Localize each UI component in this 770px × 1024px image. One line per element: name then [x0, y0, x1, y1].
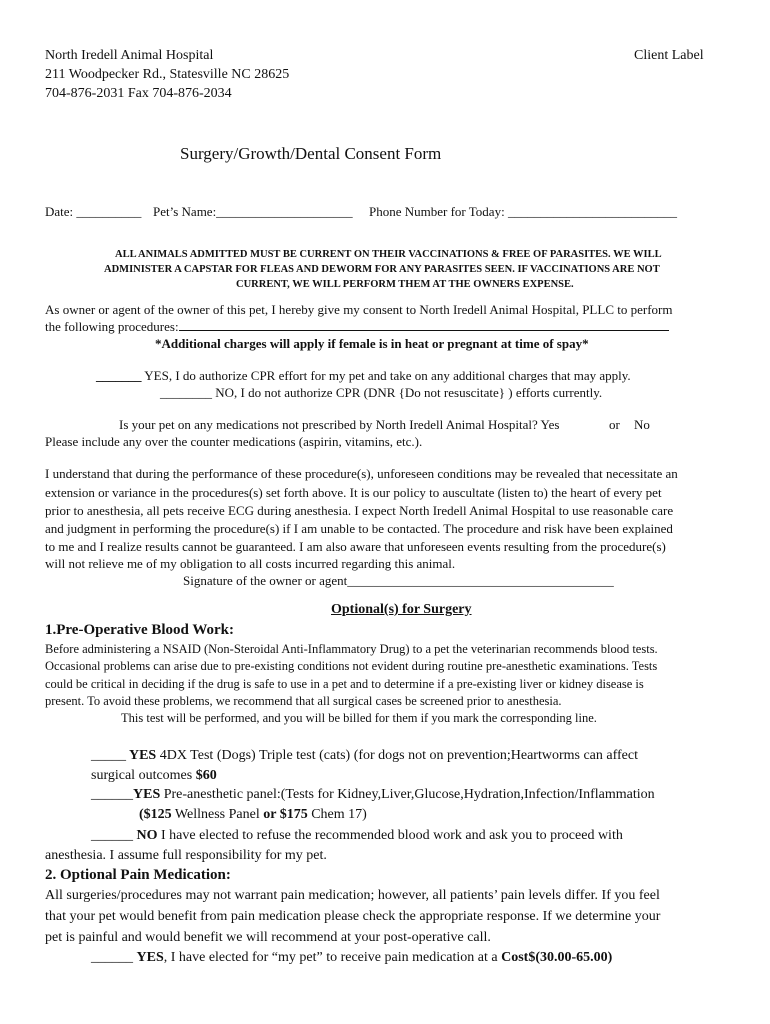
- additional-charges-note: *Additional charges will apply if female is in heat or pregnant at time of spay*: [155, 336, 589, 351]
- clinic-name: North Iredell Animal Hospital: [45, 48, 214, 63]
- understanding-line-6: will not relieve me of my obligation to all costs incurred regarding this animal.: [45, 556, 456, 571]
- pain-text: , I have elected for “my pet” to receive pain medication at a: [163, 950, 502, 965]
- client-label: Client Label: [634, 48, 704, 63]
- cpr-yes-blank[interactable]: _______: [96, 368, 142, 383]
- pain-medication-heading: 2. Optional Pain Medication:: [45, 867, 231, 883]
- chem17-price: $175: [276, 807, 308, 822]
- cpr-yes-text: YES, I do authorize CPR effort for my pet and take on any additional charges that may apply.: [141, 368, 631, 383]
- procedures-label: the following procedures:: [45, 319, 179, 334]
- notice-line-2: ADMINISTER A CAPSTAR FOR FLEAS AND DEWORM FOR ANY PARASITES SEEN. IF VACCINATIONS ARE NOT: [104, 264, 660, 275]
- refuse-text: I have elected to refuse the recommended blood work and ask you to proceed with: [157, 828, 623, 843]
- cpr-yes-option[interactable]: [96, 367, 631, 385]
- bloodwork-line-1: Before administering a NSAID (Non-Steroidal Anti-Inflammatory Drug) to a pet the veterinarian recommends blood tests.: [45, 642, 658, 656]
- optional-surgery-heading: Optional(s) for Surgery: [331, 602, 472, 617]
- form-title: Surgery/Growth/Dental Consent Form: [180, 144, 442, 163]
- notice-line-1: ALL ANIMALS ADMITTED MUST BE CURRENT ON THEIR VACCINATIONS & FREE OF PARASITES. WE WILL: [115, 249, 662, 260]
- otc-medications-note: Please include any over the counter medications (aspirin, vitamins, etc.).: [45, 434, 423, 449]
- refuse-text-line-2: anesthesia. I assume full responsibility for my pet.: [45, 848, 327, 863]
- 4dx-blank[interactable]: _____: [91, 748, 126, 763]
- bloodwork-line-2: Occasional problems can arise due to pre-existing conditions not evident during routine pre-anesthetic examinations. Tests: [45, 659, 658, 673]
- clinic-address: 211 Woodpecker Rd., Statesville NC 28625: [45, 67, 290, 82]
- bloodwork-billing-note: This test will be performed, and you will be billed for them if you mark the corresponding line.: [121, 711, 597, 725]
- consent-line-2: [45, 318, 669, 336]
- understanding-line-4: and judgment in performing the procedure(s) if I am unable to be contacted. The procedure and risk have been explained: [45, 521, 673, 536]
- medications-no[interactable]: No: [634, 417, 650, 432]
- pain-line-1: All surgeries/procedures may not warrant pain medication; however, all patients’ pain levels differ. If you feel: [45, 888, 660, 903]
- pain-line-3: pet is painful and would benefit we will recommend at your post-operative call.: [45, 930, 491, 945]
- consent-line-1: As owner or agent of the owner of this pet, I hereby give my consent to North Iredell Animal Hospital, PLLC to perform: [45, 302, 673, 317]
- pain-blank[interactable]: ______: [91, 950, 137, 965]
- cpr-no-option[interactable]: ________ NO, I do not authorize CPR (DNR {Do not resuscitate} ) efforts currently.: [160, 385, 603, 400]
- wellness-label: Wellness Panel: [171, 807, 264, 822]
- 4dx-text: 4DX Test (Dogs) Triple test (cats) (for dogs not on prevention;Heartworms can affect: [156, 748, 639, 763]
- pain-yes-option[interactable]: [91, 948, 612, 967]
- bloodwork-line-3: could be critical in deciding if the drug is safe to use in a pet and to determine if a pre-existing liver or kidney disease is: [45, 677, 644, 691]
- 4dx-yes: YES: [126, 748, 157, 763]
- chem17-label: Chem 17): [307, 807, 367, 822]
- bloodwork-line-4: present. To avoid these problems, we recommend that all surgical cases be screened prior to anesthesia.: [45, 694, 562, 708]
- refuse-no: NO: [136, 828, 158, 843]
- understanding-line-2: extension or variance in the procedures(s) set forth above. It is our policy to auscultate (listen to) the heart of every pet: [45, 485, 662, 500]
- 4dx-text-line-2: [91, 766, 217, 785]
- pain-line-2: that your pet would benefit from pain medication please check the appropriate response. If we determine your: [45, 909, 661, 924]
- panel-blank[interactable]: ______: [91, 787, 133, 802]
- medications-question: Is your pet on any medications not prescribed by North Iredell Animal Hospital? Yes: [119, 417, 560, 432]
- procedures-input-line[interactable]: [179, 318, 669, 331]
- medications-or: or: [609, 417, 620, 432]
- bloodwork-panel-option[interactable]: [91, 785, 655, 804]
- refuse-blank[interactable]: ______: [91, 828, 137, 843]
- clinic-phone-fax: 704-876-2031 Fax 704-876-2034: [45, 86, 232, 101]
- bloodwork-heading: 1.Pre-Operative Blood Work:: [45, 622, 235, 638]
- pet-name-field[interactable]: Pet’s Name:_____________________: [153, 204, 353, 219]
- 4dx-price: $60: [195, 768, 217, 783]
- notice-line-3: CURRENT, WE WILL PERFORM THEM AT THE OWNERS EXPENSE.: [236, 279, 574, 290]
- 4dx-text-2: surgical outcomes: [91, 768, 196, 783]
- panel-prices: [139, 805, 367, 824]
- panel-or: or: [263, 807, 277, 822]
- pain-cost: Cost$(30.00-65.00): [501, 950, 613, 965]
- understanding-line-5: to me and I realize results cannot be guaranteed. I am also aware that unforeseen events resulting from the procedure(s): [45, 539, 666, 554]
- wellness-price: ($125: [139, 807, 172, 822]
- panel-text: Pre-anesthetic panel:(Tests for Kidney,Liver,Glucose,Hydration,Infection/Inflammation: [160, 787, 655, 802]
- panel-yes: YES: [133, 787, 161, 802]
- signature-line[interactable]: Signature of the owner or agent_________________________________________: [183, 573, 614, 588]
- bloodwork-refuse-option[interactable]: [91, 826, 623, 845]
- pain-yes: YES: [136, 950, 164, 965]
- understanding-line-3: prior to anesthesia, all pets receive ECG during anesthesia. I expect North Iredell Animal Hospital to use reasonable care: [45, 503, 674, 518]
- understanding-line-1: I understand that during the performance of these procedure(s), unforeseen conditions may be revealed that necessitate an: [45, 466, 678, 481]
- phone-field[interactable]: Phone Number for Today: __________________________: [369, 204, 677, 219]
- date-field[interactable]: Date: __________: [45, 204, 142, 219]
- bloodwork-4dx-option[interactable]: [91, 746, 638, 765]
